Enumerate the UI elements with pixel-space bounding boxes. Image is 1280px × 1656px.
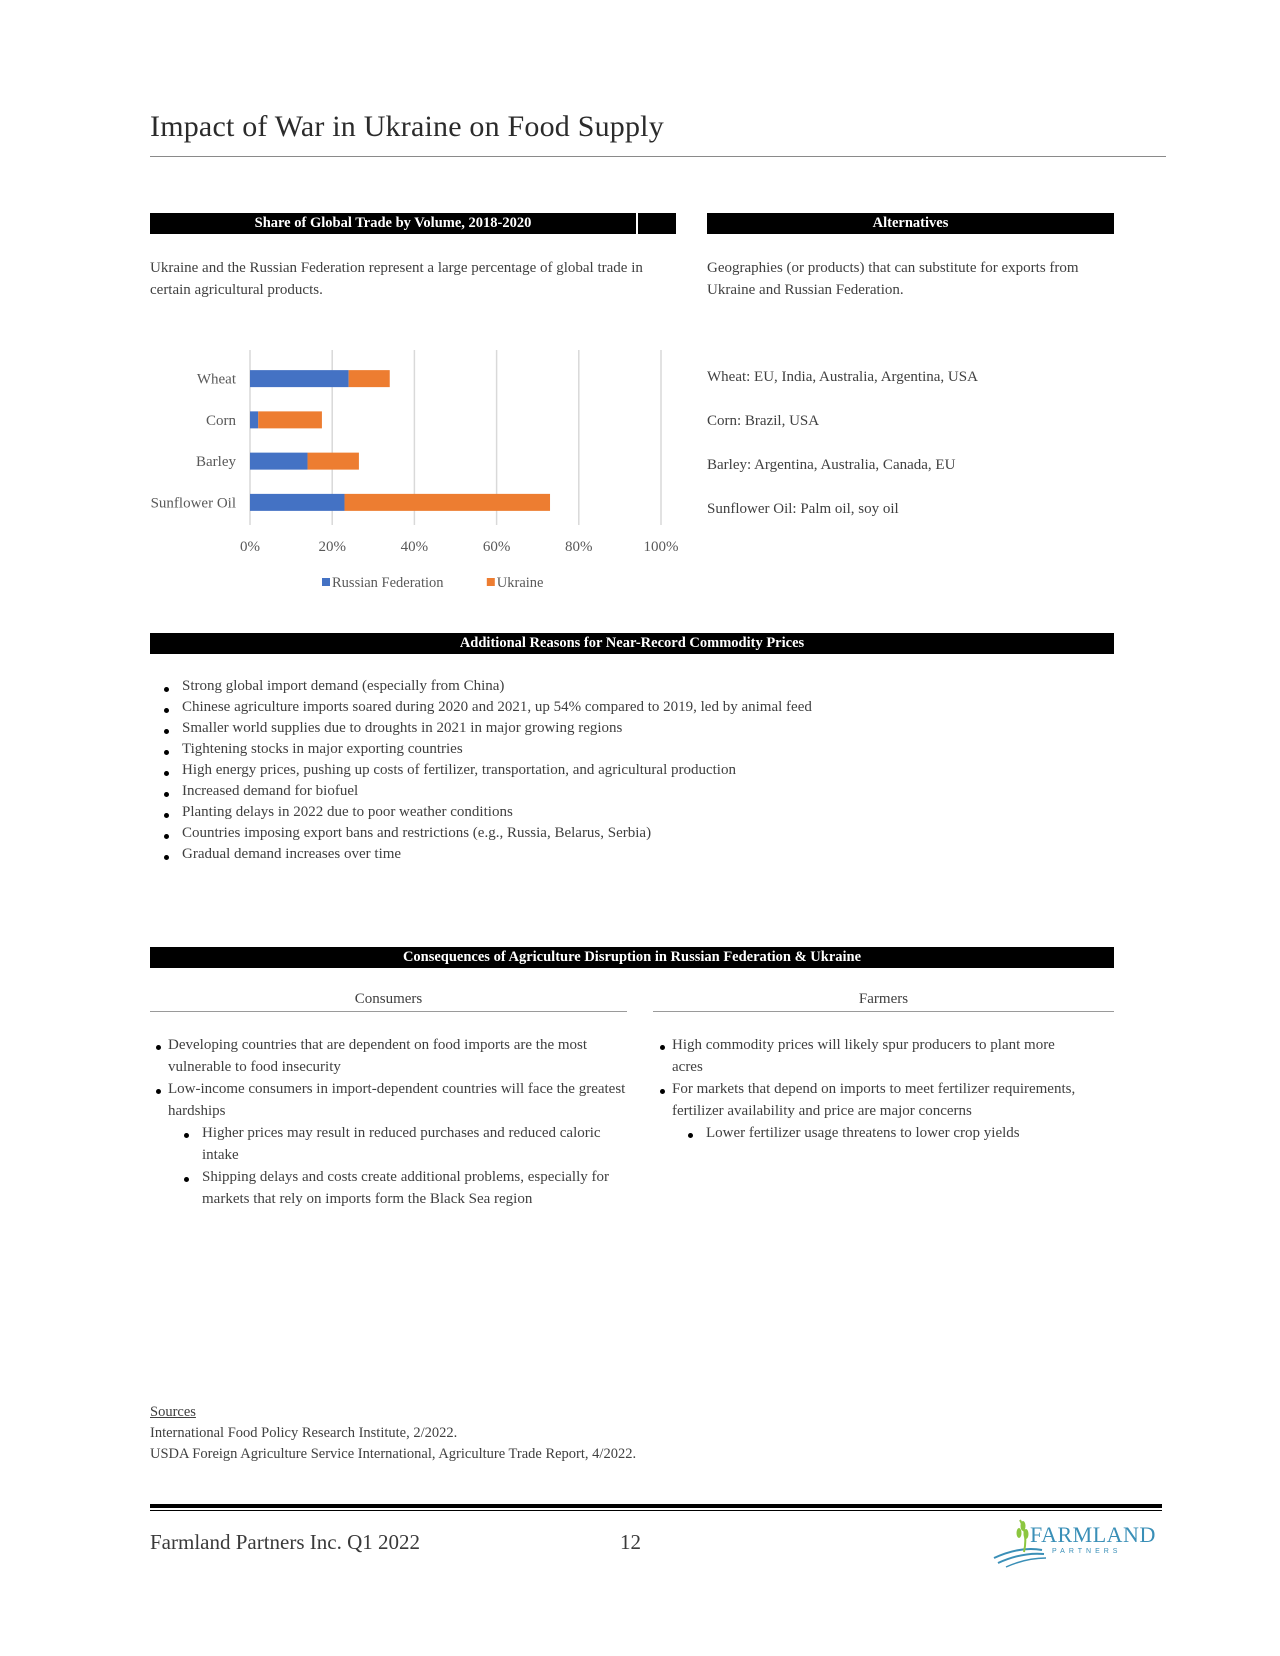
footer-rule-thick xyxy=(150,1504,1162,1508)
consumers-list xyxy=(150,1034,632,1210)
footer-rule-thin xyxy=(150,1510,1162,1511)
logo-tagline: PARTNERS xyxy=(1052,1548,1122,1555)
chart-tick-label: 40% xyxy=(400,539,429,555)
chart-bar xyxy=(250,494,345,511)
alternative-item-sunflower-oil: Sunflower Oil: Palm oil, soy oil xyxy=(707,501,899,517)
alternative-item-corn: Corn: Brazil, USA xyxy=(707,413,820,429)
farmers-subitem: Lower fertilizer usage threatens to lower crop yields xyxy=(654,1122,1120,1144)
alternative-item-wheat: Wheat: EU, India, Australia, Argentina, USA xyxy=(707,369,978,385)
reason-item: Increased demand for biofuel xyxy=(150,781,1100,802)
farmland-partners-logo xyxy=(990,1516,1156,1568)
consumers-subitem: Shipping delays and costs create additional problems, especially for markets that rely on imports form the Black Sea region xyxy=(150,1166,632,1210)
alternatives-header: Alternatives xyxy=(707,213,1114,234)
chart-bar xyxy=(345,494,551,511)
chart-tick-label: 100% xyxy=(643,539,679,555)
chart-tick-label: 80% xyxy=(565,539,593,555)
chart-tick-label: 60% xyxy=(482,539,511,555)
consumers-heading: Consumers xyxy=(354,991,423,1007)
share-section-header-tail xyxy=(638,213,676,234)
consumers-item: Low-income consumers in import-dependent countries will face the greatest hardships xyxy=(150,1078,632,1122)
chart-legend-swatch xyxy=(487,578,495,586)
reason-item: Tightening stocks in major exporting countries xyxy=(150,739,1100,760)
chart-category-label: Barley xyxy=(196,454,236,471)
reason-item: Strong global import demand (especially from China) xyxy=(150,676,1100,697)
farmers-heading: Farmers xyxy=(858,991,909,1007)
share-of-trade-chart xyxy=(130,350,700,620)
chart-bar xyxy=(250,411,258,428)
reason-item: Chinese agriculture imports soared during 2020 and 2021, up 54% compared to 2019, led by animal feed xyxy=(150,697,1100,718)
source-item: International Food Policy Research Institute, 2/2022. xyxy=(150,1425,458,1441)
chart-tick-label: 20% xyxy=(318,539,346,555)
chart-legend-label: Ukraine xyxy=(496,575,544,591)
reasons-list xyxy=(150,676,1100,865)
reason-item: Gradual demand increases over time xyxy=(150,844,1100,865)
chart-category-label: Sunflower Oil xyxy=(150,495,236,512)
reason-item: High energy prices, pushing up costs of fertilizer, transportation, and agricultural production xyxy=(150,760,1100,781)
consequences-header: Consequences of Agriculture Disruption in Russian Federation & Ukraine xyxy=(150,947,1114,968)
title-divider xyxy=(150,156,1166,157)
reason-item: Countries imposing export bans and restrictions (e.g., Russia, Belarus, Serbia) xyxy=(150,823,1100,844)
farmers-item: For markets that depend on imports to meet fertilizer requirements, fertilizer availability and price are major concerns xyxy=(654,1078,1120,1122)
share-section-description: Ukraine and the Russian Federation represent a large percentage of global trade in certain agricultural products. xyxy=(150,260,643,298)
reasons-header: Additional Reasons for Near-Record Commodity Prices xyxy=(150,633,1114,654)
source-item: USDA Foreign Agriculture Service International, Agriculture Trade Report, 4/2022. xyxy=(150,1446,637,1462)
share-section-header: Share of Global Trade by Volume, 2018-2020 xyxy=(150,213,636,234)
chart-category-label: Corn xyxy=(206,412,236,429)
chart-category-label: Wheat xyxy=(196,371,236,388)
chart-bar xyxy=(258,411,322,428)
reason-item: Smaller world supplies due to droughts in 2021 in major growing regions xyxy=(150,718,1100,739)
farmers-divider xyxy=(653,1011,1114,1012)
chart-bar xyxy=(349,370,390,387)
consumers-subitem: Higher prices may result in reduced purchases and reduced caloric intake xyxy=(150,1122,632,1166)
chart-tick-label: 0% xyxy=(240,539,260,555)
chart-legend-swatch xyxy=(322,578,330,586)
alternative-item-barley: Barley: Argentina, Australia, Canada, EU xyxy=(707,457,956,473)
chart-bar xyxy=(308,453,359,470)
reason-item: Planting delays in 2022 due to poor weather conditions xyxy=(150,802,1100,823)
page-number: 12 xyxy=(620,1530,641,1554)
footer-company: Farmland Partners Inc. Q1 2022 xyxy=(150,1530,421,1554)
farmers-item: High commodity prices will likely spur producers to plant more acres xyxy=(654,1034,1120,1078)
page-title: Impact of War in Ukraine on Food Supply xyxy=(150,110,664,143)
farmers-list xyxy=(654,1034,1120,1144)
alternatives-description: Geographies (or products) that can substitute for exports from Ukraine and Russian Federation. xyxy=(707,260,1079,298)
consumers-item: Developing countries that are dependent on food imports are the most vulnerable to food insecurity xyxy=(150,1034,632,1078)
chart-bar xyxy=(250,453,308,470)
logo-wordmark: FARMLAND xyxy=(1030,1522,1156,1547)
chart-bar xyxy=(250,370,349,387)
consumers-divider xyxy=(150,1011,627,1012)
sources-list xyxy=(150,1423,636,1465)
sources-label[interactable]: Sources xyxy=(150,1404,196,1420)
chart-legend-label: Russian Federation xyxy=(332,575,444,591)
